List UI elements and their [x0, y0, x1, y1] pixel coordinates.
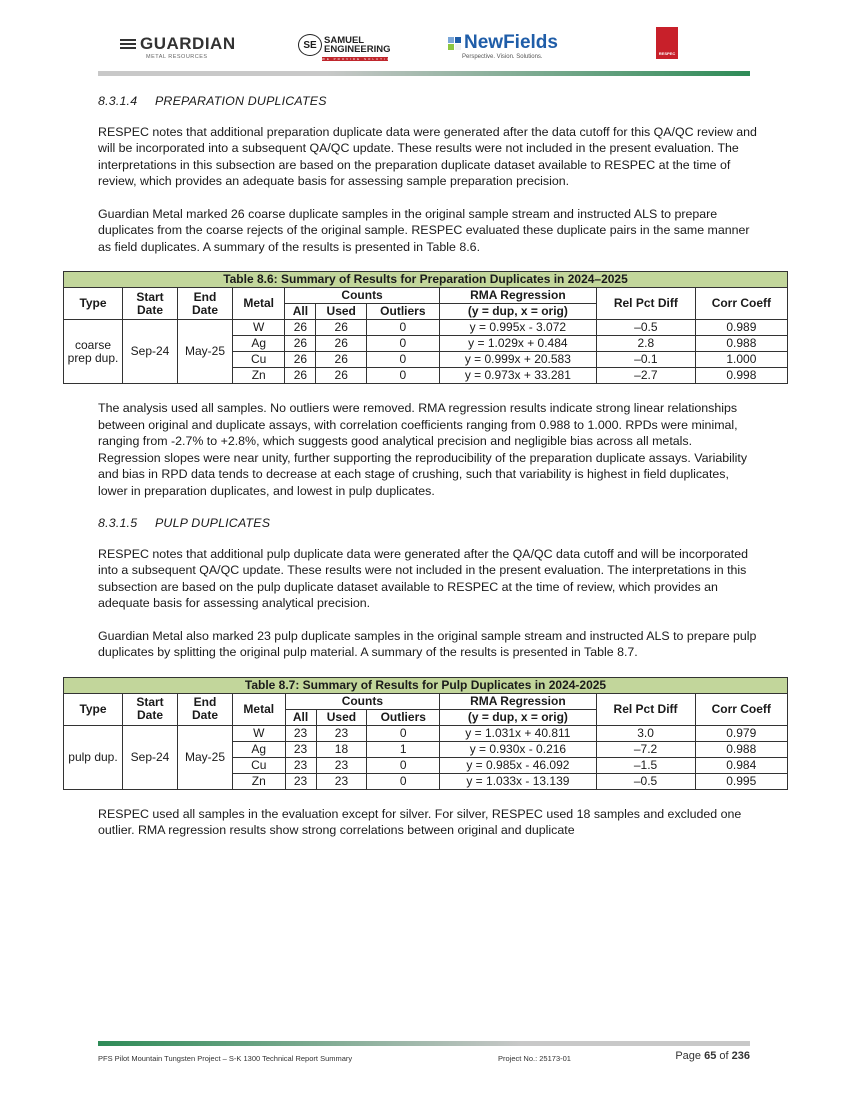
cell-rma: y = 1.033x - 13.139: [440, 773, 596, 789]
col-header-counts: Counts: [285, 693, 440, 709]
col-header-rma-sub: (y = dup, x = orig): [439, 304, 596, 320]
respec-logo: [656, 27, 678, 59]
header-line: End: [193, 695, 217, 709]
cell-rpd: –0.5: [596, 320, 695, 336]
cell-metal: Ag: [233, 741, 286, 757]
footer-project-number: Project No.: 25173-01: [498, 1054, 571, 1063]
cell-outliers: 0: [366, 368, 439, 384]
cell-outliers: 1: [367, 741, 440, 757]
cell-used: 23: [316, 757, 367, 773]
cell-metal: Ag: [233, 336, 285, 352]
table-row: [64, 725, 788, 741]
cell-all: 23: [285, 741, 316, 757]
cell-all: 23: [285, 773, 316, 789]
cell-metal: Cu: [233, 757, 286, 773]
page-word: Page: [675, 1050, 702, 1062]
cell-outliers: 0: [367, 757, 440, 773]
cell-outliers: 0: [366, 320, 439, 336]
col-header-rpd: Rel Pct Diff: [596, 693, 695, 725]
cell-type: coarse prep dup.: [64, 320, 123, 384]
col-header-all: All: [285, 304, 316, 320]
cell-used: 18: [316, 741, 367, 757]
col-header-rpd: Rel Pct Diff: [596, 288, 695, 320]
newfields-logo: [448, 32, 558, 60]
cell-corr: 0.989: [695, 320, 787, 336]
cell-outliers: 0: [367, 773, 440, 789]
cell-start: Sep-24: [123, 725, 178, 789]
guardian-logo-sub: METAL RESOURCES: [146, 54, 208, 60]
col-header-rma: RMA Regression: [440, 693, 596, 709]
cell-all: 23: [285, 757, 316, 773]
col-header-start: [123, 693, 178, 725]
paragraph: Guardian Metal marked 26 coarse duplicate samples in the original sample stream and instructed ALS to prepare duplicates from the coarse rejects of the original sample. RESPEC evaluated these duplicate pairs in the same manner as field duplicates. A summary of the results is presented in Table 8.6.: [98, 206, 750, 254]
header-line: Date: [191, 302, 218, 317]
guardian-logo: [120, 34, 236, 60]
guardian-bars-icon: [120, 37, 136, 51]
cell-corr: 0.988: [695, 336, 787, 352]
cell-corr: 0.998: [695, 368, 787, 384]
cell-corr: 1.000: [695, 352, 787, 368]
col-header-all: All: [285, 709, 316, 725]
cell-rpd: –0.5: [596, 773, 695, 789]
cell-used: 23: [316, 725, 367, 741]
cell-rma: y = 1.029x + 0.484: [439, 336, 596, 352]
cell-rma: y = 0.973x + 33.281: [439, 368, 596, 384]
cell-metal: Cu: [233, 352, 285, 368]
col-header-rma-sub: (y = dup, x = orig): [440, 709, 596, 725]
header-line: Date: [136, 708, 163, 722]
cell-used: 26: [316, 352, 367, 368]
cell-used: 23: [316, 773, 367, 789]
cell-outliers: 0: [367, 725, 440, 741]
header-line: End: [193, 289, 217, 304]
cell-corr: 0.984: [695, 757, 787, 773]
respec-logo-name: RESPEC: [658, 51, 676, 56]
cell-type: pulp dup.: [64, 725, 123, 789]
cell-corr: 0.988: [695, 741, 787, 757]
footer-rule: [98, 1041, 750, 1046]
cell-outliers: 0: [366, 336, 439, 352]
cell-rpd: 3.0: [596, 725, 695, 741]
header-line: Date: [191, 708, 218, 722]
section-title: PREPARATION DUPLICATES: [154, 94, 327, 108]
table-8-7: [63, 677, 788, 790]
cell-rma: y = 0.999x + 20.583: [439, 352, 596, 368]
col-header-start: [123, 288, 178, 320]
section-heading-prep: [98, 93, 758, 110]
col-header-rma: RMA Regression: [439, 288, 596, 304]
header-line: Date: [136, 302, 163, 317]
of-word: of: [719, 1050, 729, 1062]
cell-end: May-25: [178, 725, 233, 789]
col-header-used: Used: [316, 709, 367, 725]
table-caption: Table 8.7: Summary of Results for Pulp Duplicates in 2024-2025: [64, 677, 788, 693]
cell-all: 26: [285, 320, 316, 336]
samuel-line2: ENGINEERING: [324, 44, 391, 55]
table-8-6: [63, 271, 788, 384]
cell-rpd: 2.8: [596, 336, 695, 352]
section-title: PULP DUPLICATES: [154, 516, 271, 530]
samuel-engineering-logo: [298, 34, 400, 61]
cell-end: May-25: [178, 320, 233, 384]
paragraph: RESPEC used all samples in the evaluation except for silver. For silver, RESPEC used 18 samples and excluded one outlier. RMA regression results show strong correlations between original and duplicate: [98, 806, 742, 837]
paragraph: RESPEC notes that additional preparation duplicate data were generated after the data cutoff for this QA/QC review and will be incorporated into a subsequent QA/QC update. These results were not included in the present evaluation. The interpretations in this subsection are based on the preparation duplicate dataset available to RESPEC at the time of review, which provides an adequate basis for assessing sample preparation precision.: [98, 124, 757, 188]
page-content: [67, 93, 772, 855]
cell-rpd: –7.2: [596, 741, 695, 757]
cell-start: Sep-24: [123, 320, 178, 384]
cell-rma: y = 0.930x - 0.216: [440, 741, 596, 757]
samuel-words: [324, 36, 391, 54]
col-header-used: Used: [316, 304, 367, 320]
paragraph: The analysis used all samples. No outliers were removed. RMA regression results indicate strong linear relationships between original and duplicate assays, with correlation coefficients ranging from 0.988 to 1.000. RPDs were minimal, ranging from -2.7% to +2.8%, which suggests good analytical precision and negligible bias across all metals. Regression slopes were near unity, further supporting the reproducibility of the preparation duplicate assays. Variability and bias in RPD data tends to decrease at each stage of crushing, such that variability is highest in field duplicates, lower in preparation duplicates, and lowest in pulp duplicates.: [98, 401, 748, 498]
header-line: Start: [136, 695, 164, 709]
cell-rma: y = 0.985x - 46.092: [440, 757, 596, 773]
cell-rpd: –2.7: [596, 368, 695, 384]
footer-page-number: [675, 1050, 750, 1062]
newfields-logo-name: NewFields: [464, 32, 558, 53]
samuel-tagline: WE PROVIDE SOLUTIONS: [322, 57, 400, 61]
col-header-type: Type: [64, 288, 123, 320]
col-header-end: [178, 693, 233, 725]
cell-rma: y = 1.031x + 40.811: [440, 725, 596, 741]
page-current: 65: [704, 1050, 717, 1062]
col-header-type: Type: [64, 693, 123, 725]
newfields-tagline: Perspective. Vision. Solutions.: [462, 54, 543, 60]
table-row: [64, 320, 788, 336]
section-number: 8.3.1.5: [98, 516, 138, 530]
cell-all: 26: [285, 368, 316, 384]
header-rule: [98, 71, 750, 76]
section-number: 8.3.1.4: [98, 94, 138, 108]
cell-metal: W: [233, 725, 286, 741]
page-total: 236: [731, 1050, 750, 1062]
cell-rpd: –1.5: [596, 757, 695, 773]
paragraph: RESPEC notes that additional pulp duplicate data were generated after the QA/QC data cutoff and will be incorporated into a subsequent QA/QC update. These results were not included in the present evaluation. The interpretations in this subsection are based on the pulp duplicate dataset available to RESPEC at the time of review, which provides an adequate basis for assessing analytical precision.: [98, 546, 748, 610]
cell-corr: 0.979: [695, 725, 787, 741]
cell-used: 26: [316, 320, 367, 336]
page-header: [98, 32, 750, 72]
samuel-line1: SAMUEL: [324, 35, 365, 46]
cell-rpd: –0.1: [596, 352, 695, 368]
paragraph: Guardian Metal also marked 23 pulp duplicate samples in the original sample stream and instructed ALS to prepare pulp duplicates by splitting the original pulp material. A summary of the results is presented in Table 8.7.: [98, 628, 757, 659]
cell-rma: y = 0.995x - 3.072: [439, 320, 596, 336]
cell-all: 23: [285, 725, 316, 741]
cell-used: 26: [316, 368, 367, 384]
col-header-metal: Metal: [233, 693, 286, 725]
guardian-logo-name: GUARDIAN: [140, 34, 236, 53]
cell-all: 26: [285, 336, 316, 352]
col-header-corr: Corr Coeff: [695, 288, 787, 320]
cell-all: 26: [285, 352, 316, 368]
cell-metal: Zn: [233, 773, 286, 789]
col-header-end: [178, 288, 233, 320]
col-header-outliers: Outliers: [366, 304, 439, 320]
col-header-counts: Counts: [285, 288, 439, 304]
cell-metal: W: [233, 320, 285, 336]
cell-metal: Zn: [233, 368, 285, 384]
col-header-corr: Corr Coeff: [695, 693, 787, 725]
section-heading-pulp: [98, 515, 758, 532]
cell-used: 26: [316, 336, 367, 352]
footer-report-title: PFS Pilot Mountain Tungsten Project – S-K 1300 Technical Report Summary: [98, 1054, 353, 1063]
cell-outliers: 0: [366, 352, 439, 368]
col-header-outliers: Outliers: [367, 709, 440, 725]
cell-corr: 0.995: [695, 773, 787, 789]
samuel-mark-icon: SE: [298, 34, 322, 56]
col-header-metal: Metal: [233, 288, 285, 320]
newfields-squares-icon: [448, 37, 461, 50]
table-caption: Table 8.6: Summary of Results for Preparation Duplicates in 2024–2025: [64, 272, 788, 288]
header-line: Start: [136, 289, 164, 304]
